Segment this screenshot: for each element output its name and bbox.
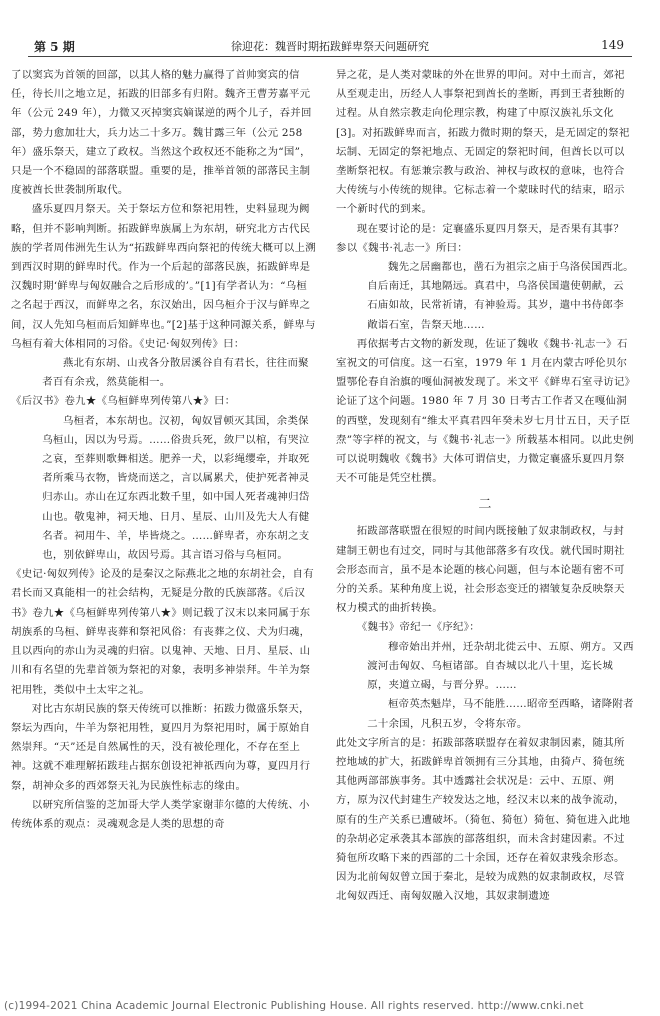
paragraph: 此处文字所言的是：拓跋部落联盟存在着奴隶制因素，随其所控地域的扩大，拓跋鲜卑首领拥有三分其地，由猗卢、猗㐌统其他两部部族事务。其中透露社会状况是：云中、五原、朔方，原为汉代封建生产较发达之地，经汉末以来的战争流动，原有的生产关系已遭破坏。（猗㐌、猗㐌）猗㐌、猗㐌进入此地的杂胡必定承袭其本部族的部落组织，而未含封建因素。不过猗㐌所攻略下来的西部的二十余国，还存在着奴隶残余形态。因为北前匈奴曾立国于秦北，是较为成熟的奴隶制政权，尽管北匈奴西迁、南匈奴融入汉地，其奴隶制遗迹 — [336, 736, 631, 903]
block-quote — [11, 354, 316, 392]
quote-text: 穆帝始出并州，迁杂胡北徙云中、五原、朔方。又西渡河击匈奴、乌桓诸部。自杏城以北八十里，迄长城原，夹道立碣，与晋分界。…… — [367, 640, 634, 692]
right-column — [336, 66, 634, 907]
page-number: 149 — [601, 38, 624, 52]
paragraph: 《史记·匈奴列传》论及的是秦汉之际燕北之地的东胡社会，自有君长而又真能相一的社会结构，无疑是分散的氏族部落。《后汉书》卷九★《乌桓鲜卑列传第八★》则记载了汉末以来同属于东胡族系的乌桓、鲜卑丧葬和祭祀风俗：有丧葬之仪、犬为归魂，且以西向的赤山为灵魂的归宿。以鬼神、天地、日月、星辰、山川和有名望的先辈首领为祭祀的对象，表明多神崇拜。牛羊为祭祀用牲，类似中土太牢之礼。 — [11, 568, 314, 696]
paragraph: 《后汉书》卷九★《乌桓鲜卑列传第八★》曰： — [11, 395, 236, 408]
quote-text: 桓帝英杰魁岸，马不能胜……昭帝至西略，诸降附者二十余国，凡积五岁，令将东帝。 — [367, 698, 634, 730]
paragraph: 现在要讨论的是：定襄盛乐夏四月祭天，是否果有其事？参以《魏书·礼志一》所曰： — [336, 222, 625, 254]
page-header — [0, 0, 660, 58]
paragraph: 以研究所信鉴的芝加哥大学人类学家谢菲尔德的大传统、小传统体系的观点：灵魂观念是人类的思想的奇 — [11, 798, 310, 830]
block-quote — [11, 412, 316, 566]
issue-number: 第 5 期 — [34, 40, 75, 54]
quote-text: 乌桓者，本东胡也。汉初，匈奴冒顿灭其国，余类保乌桓山，因以为号焉。……俗贵兵死，敛尸以棺，有哭泣之哀，至葬则歌舞相送。肥养一犬，以彩绳缨牵，并取死者所乘马衣物，皆烧而送之，言以属累犬，使护死者神灵归赤山。赤山在辽东西北数千里，如中国人死者魂神归岱山也。敬鬼神，祠天地、日月、星辰、山川及先大人有健名者。祠用牛、羊，毕皆烧之。……鲜卑者，亦东胡之支也，别依鲜卑山，故因号焉。其言语习俗与乌桓同。 — [42, 414, 310, 562]
paragraph: 盛乐夏四月祭天。关于祭坛方位和祭祀用牲，史料显现为阙略，但并不影响判断。拓跋鲜卑族属上为东胡，研究北方古代民族的学者周伟洲先生认为“拓跋鲜卑西向祭祀的传统大概可以上溯到西汉时期的鲜卑时代。作为一个后起的部落民族，拓跋鲜卑是汉魏时期‘鲜卑与匈奴融合之后形成的’。”[1]有学者认为：“乌桓之名起于西汉，而鲜卑之名，东汉始出，因乌桓介于汉与鲜卑之间，汉人先知乌桓而后知鲜卑也。”[2]基于这种同源关系，鲜卑与乌桓有着大体相同的习俗。《史记·匈奴列传》曰： — [11, 203, 316, 350]
paragraph: 拓跋部落联盟在很短的时间内既接触了奴隶制政权，与封建制王朝也有过交，同时与其他部落多有攻伐。就代国时期社会形态而言，虽不是本论题的核心问题，但与本论题有密不可分的关系。某种角度上说，社会形态变迁的褶皱复杂反映祭天权力模式的曲折转换。 — [336, 525, 625, 615]
quote-text: 魏先之居幽都也，凿石为祖宗之庙于乌洛侯国西北。自后南迁，其地隔远。真君中，乌洛侯国遣使朝献，云石庙如故，民常祈请，有神验焉。其岁，遣中书侍郎李敞诣石室，告祭天地…… — [367, 261, 634, 331]
paragraph: 了以窦宾为首领的回部，以其人格的魅力赢得了首帅窦宾的信任，待长川之地立足，拓跋的旧部多有归附。魏齐王曹芳嘉平元年（公元 249 年），力微又灭掉窦宾嫡谋逆的两个儿子，吞并回部，势力愈加壮大，兵力达二十多万。魏甘露三年（公元 258 年）盛乐祭天，建立了政权。当然这个政权还不能称之为“国”，只是一个不稳固的部落联盟。重要的是，推举首领的部落民主制度被酋长世袭制所取代。 — [11, 69, 312, 197]
paragraph: 《魏书》帝纪一《序纪》： — [356, 621, 480, 634]
paragraph: 对比古东胡民族的祭天传统可以推断：拓跋力微盛乐祭天，祭坛为西向，牛羊为祭祀用牲，夏四月为祭祀用时，属于原始自然崇拜。“天”还是自然属性的天，没有被伦理化，不存在至上神。这就不难理解拓跋珪占据东创设祀神祇西向为尊，夏四月行祭，胡神众多的西郊祭天礼为民族性标志的缘由。 — [11, 702, 311, 792]
block-quote — [336, 258, 634, 335]
quote-text: 燕北有东胡、山戎各分散居溪谷自有君长，往往而聚者百有余戎，然莫能相一。 — [42, 357, 309, 389]
section-heading: 二 — [478, 497, 492, 513]
block-quote — [336, 638, 634, 696]
paragraph: 再依据考古文物的新发现，佐证了魏收《魏书·礼志一》石室祝文的可信度。这一石室，1979 年 1 月在内蒙古呼伦贝尔盟鄂伦春自治旗的嘎仙洞被发现了。米文平《鲜卑石室寻访记》论证了这个问题。1980 年 7 月 30 日考古工作者又在嘎仙洞的西壁，发现刻有“维太平真君四年癸未岁七月廿五日，天子臣焘”等字样的祝文，与《魏书·礼志一》所载基本相同。以此史例可以说明魏收《魏书》大体可谓信史，力微定襄盛乐夏四月祭天不可能是凭空杜撰。 — [336, 337, 634, 485]
copyright-footer: (c)1994-2021 China Academic Journal Electronic Publishing House. All rights reserved. http://www.cnki.net — [4, 1000, 584, 1012]
paragraph: 异之花，是人类对蒙昧的外在世界的叩问。对中土而言，郊祀从至观走出，历经人人事祭祀到酋长的垄断，再到王者独断的过程。从自然宗教走向伦理宗教，构建了中原汉族礼乐文化[3]。对拓跋鲜卑而言，拓跋力微时期的祭天，是无固定的祭祀坛制、无固定的祭祀地点、无固定的祭祀时间，但酋长以可以垄断祭祀权。有惩兼宗教与政治、神权与政权的意味，也符合大传统与小传统的规律。它标志着一个蒙昧时代的结束，昭示一个新时代的到来。 — [336, 69, 630, 216]
block-quote — [336, 695, 634, 733]
left-column — [11, 66, 316, 834]
header-rule — [28, 56, 632, 57]
running-title: 徐迎花：魏晋时期拓跋鲜卑祭天问题研究 — [231, 40, 429, 53]
